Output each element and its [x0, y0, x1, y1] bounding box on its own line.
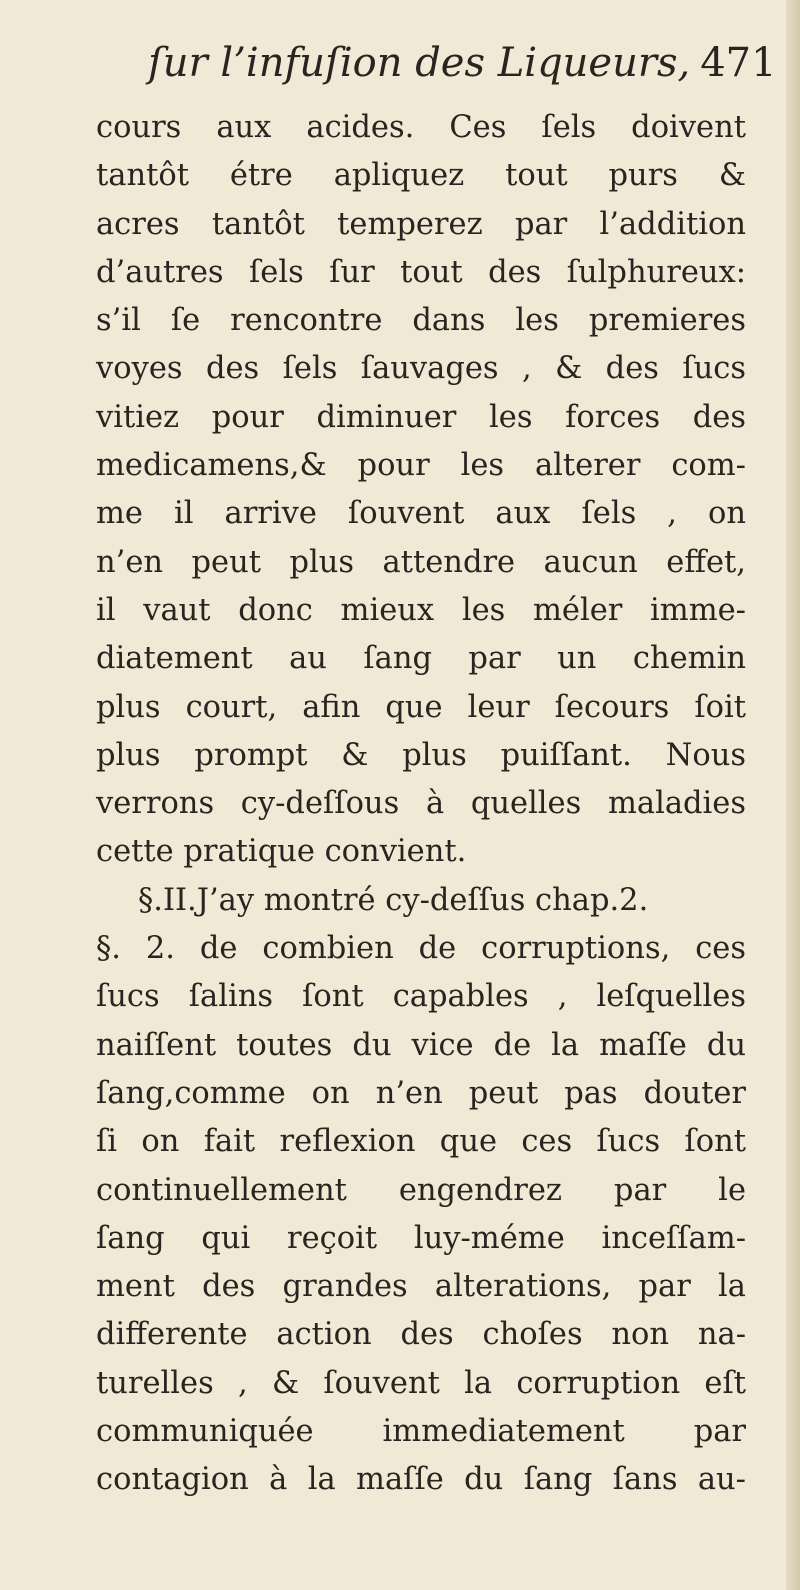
text-line: ſang qui reçoit luy-méme inceſſam-: [96, 1220, 746, 1256]
text-line: differente action des choſes non na-: [96, 1317, 746, 1353]
running-head: [148, 40, 777, 86]
text-line: plus prompt & plus puiſſant. Nous: [96, 737, 746, 773]
text-line: cette pratique convient.: [96, 834, 467, 870]
text-line: acres tantôt temperez par l’addition: [96, 206, 746, 242]
body-text: [96, 104, 746, 1505]
text-line: diatement au ſang par un chemin: [96, 641, 746, 677]
text-line: s’il ſe rencontre dans les premieres: [96, 303, 746, 339]
text-line: d’autres ſels ſur tout des ſulphureux:: [96, 254, 746, 290]
page-number: 471: [700, 40, 777, 86]
text-line: ment des grandes alterations, par la: [96, 1269, 746, 1305]
text-line: communiquée immediatement par: [96, 1414, 746, 1450]
text-line: ſi on fait reflexion que ces ſucs ſont: [96, 1124, 746, 1160]
text-line: §.II.J’ay montré cy-deſſus chap.2.: [138, 882, 649, 918]
text-line: tantôt étre apliquez tout purs &: [96, 158, 746, 194]
text-line: verrons cy-deſſous à quelles maladies: [96, 786, 746, 822]
running-head-title: ſur l’infuſion des Liqueurs,: [148, 40, 691, 86]
text-line: vitiez pour diminuer les forces des: [96, 399, 746, 435]
text-line: turelles , & ſouvent la corruption eſt: [96, 1365, 746, 1401]
text-line: continuellement engendrez par le: [96, 1172, 746, 1208]
text-line: §. 2. de combien de corruptions, ces: [96, 931, 746, 967]
text-line: ſang,comme on n’en peut pas douter: [96, 1075, 746, 1111]
text-line: cours aux acides. Ces ſels doivent: [96, 110, 746, 145]
text-line: plus court, afin que leur ſecours ſoit: [96, 689, 746, 725]
text-line: contagion à la maſſe du ſang ſans au-: [96, 1462, 746, 1498]
text-line: ſucs ſalins ſont capables , leſquelles: [96, 979, 746, 1015]
page-edge: [786, 0, 800, 1590]
text-line: il vaut donc mieux les méler imme-: [96, 592, 746, 628]
text-line: me il arrive ſouvent aux ſels , on: [96, 496, 746, 532]
text-line: medicamens,& pour les alterer com-: [96, 448, 746, 484]
text-line: naiſſent toutes du vice de la maſſe du: [96, 1027, 746, 1063]
text-line: voyes des ſels ſauvages , & des ſucs: [96, 351, 746, 387]
text-line: n’en peut plus attendre aucun effet,: [96, 544, 746, 580]
